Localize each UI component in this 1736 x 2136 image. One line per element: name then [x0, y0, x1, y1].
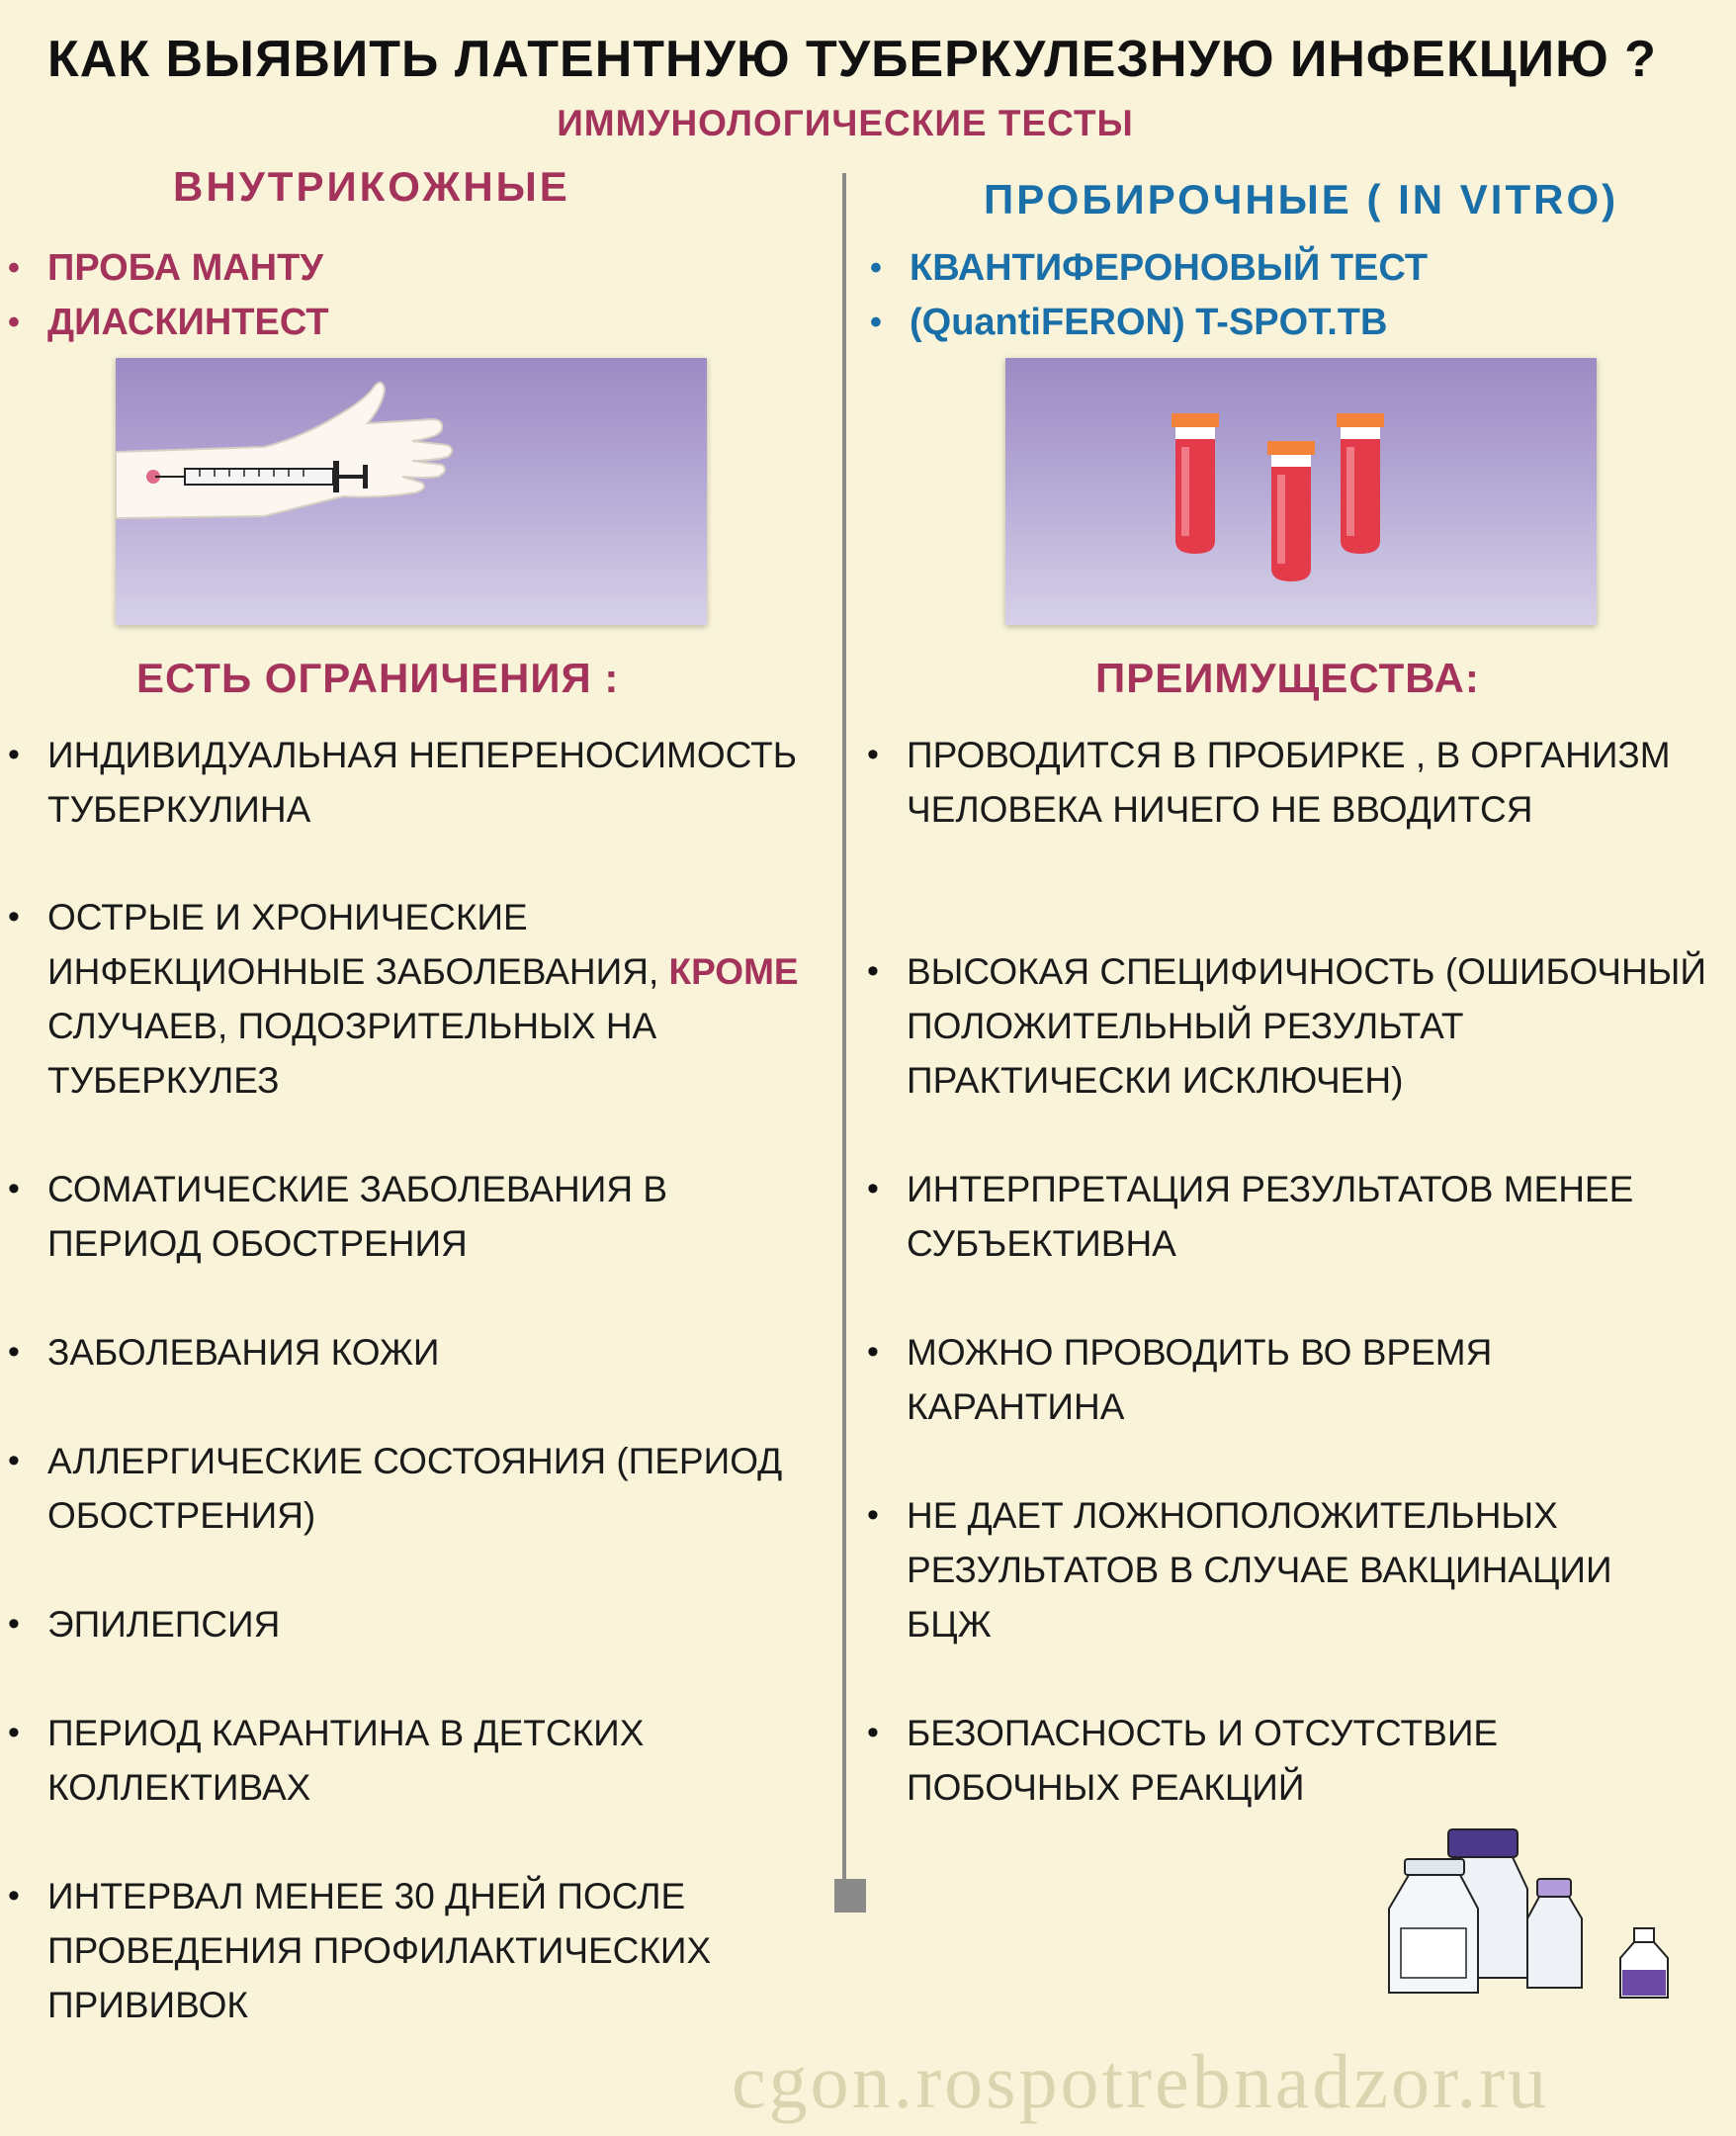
limitation-item: • ИНДИВИДУАЛЬНАЯ НЕПЕРЕНОСИМОСТЬ ТУБЕРКУЛИНА	[8, 728, 799, 837]
test-item: • ДИАСКИНТЕСТ	[8, 296, 329, 350]
page-subtitle: ИММУНОЛОГИЧЕСКИЕ ТЕСТЫ	[557, 103, 1134, 143]
limitation-item: • ЗАБОЛЕВАНИЯ КОЖИ	[8, 1325, 799, 1380]
right-column-heading: ПРОБИРОЧНЫЕ ( IN VITRO)	[984, 176, 1619, 222]
advantage-item: • БЕЗОПАСНОСТЬ И ОТСУТСТВИЕ ПОБОЧНЫХ РЕАКЦИЙ	[867, 1706, 1688, 1815]
test-item: • ПРОБА МАНТУ	[8, 241, 329, 296]
limitation-text: СЛУЧАЕВ, ПОДОЗРИТЕЛЬНЫХ НА ТУБЕРКУЛЕЗ	[47, 1006, 657, 1101]
tube-left-icon	[1172, 413, 1219, 554]
limitation-item: • АЛЛЕРГИЧЕСКИЕ СОСТОЯНИЯ (ПЕРИОД ОБОСТРЕНИЯ)	[8, 1434, 799, 1543]
test-tubes-illustration	[1005, 358, 1597, 625]
limitation-item: • ИНТЕРВАЛ МЕНЕЕ 30 ДНЕЙ ПОСЛЕ ПРОВЕДЕНИЯ ПРОФИЛАКТИЧЕСКИХ ПРИВИВОК	[8, 1869, 799, 2032]
medicine-bottles-icon	[1379, 1820, 1686, 2007]
advantage-item: • МОЖНО ПРОВОДИТЬ ВО ВРЕМЯ КАРАНТИНА	[867, 1325, 1688, 1434]
test-tubes-icon	[1005, 358, 1597, 625]
page-title: КАК ВЫЯВИТЬ ЛАТЕНТНУЮ ТУБЕРКУЛЕЗНУЮ ИНФЕКЦИЮ ?	[47, 31, 1657, 88]
limitation-accent-text: КРОМЕ	[668, 951, 799, 992]
tube-right-icon	[1337, 413, 1384, 554]
limitation-item: • ПЕРИОД КАРАНТИНА В ДЕТСКИХ КОЛЛЕКТИВАХ	[8, 1706, 799, 1815]
advantage-item: • НЕ ДАЕТ ЛОЖНОПОЛОЖИТЕЛЬНЫХ РЕЗУЛЬТАТОВ В СЛУЧАЕ ВАКЦИНАЦИИ БЦЖ	[867, 1488, 1697, 1651]
tube-middle-icon	[1267, 441, 1315, 581]
advantage-item: • ВЫСОКАЯ СПЕЦИФИЧНОСТЬ (ОШИБОЧНЫЙ ПОЛОЖИТЕЛЬНЫЙ РЕЗУЛЬТАТ ПРАКТИЧЕСКИ ИСКЛЮЧЕН)	[867, 944, 1727, 1108]
limitation-item	[8, 890, 828, 1108]
test-item: • (QuantiFERON) T-SPOT.TB	[870, 296, 1428, 350]
intradermal-tests-list	[8, 241, 329, 350]
limitations-heading: ЕСТЬ ОГРАНИЧЕНИЯ :	[136, 655, 620, 701]
in-vitro-tests-list	[870, 241, 1428, 350]
advantage-item: • ПРОВОДИТСЯ В ПРОБИРКЕ , В ОРГАНИЗМ ЧЕЛОВЕКА НИЧЕГО НЕ ВВОДИТСЯ	[867, 728, 1688, 837]
vial-icon	[1620, 1928, 1668, 1998]
left-column-heading: ВНУТРИКОЖНЫЕ	[173, 163, 570, 210]
limitation-item: • СОМАТИЧЕСКИЕ ЗАБОЛЕВАНИЯ В ПЕРИОД ОБОСТРЕНИЯ	[8, 1162, 799, 1271]
test-item: • КВАНТИФЕРОНОВЫЙ ТЕСТ	[870, 241, 1428, 296]
column-divider	[842, 173, 846, 1884]
divider-end-cap	[834, 1879, 866, 1913]
arm-syringe-icon	[116, 358, 707, 625]
limitation-text: ОСТРЫЕ И ХРОНИЧЕСКИЕ ИНФЕКЦИОННЫЕ ЗАБОЛЕВАНИЯ,	[47, 897, 669, 992]
watermark: cgon.rospotrebnadzor.ru	[732, 2038, 1550, 2124]
injection-illustration	[116, 358, 707, 625]
small-bottle-icon	[1527, 1879, 1582, 1988]
advantages-heading: ПРЕИМУЩЕСТВА:	[1095, 655, 1480, 701]
limitation-item: • ЭПИЛЕПСИЯ	[8, 1597, 799, 1651]
advantage-item: • ИНТЕРПРЕТАЦИЯ РЕЗУЛЬТАТОВ МЕНЕЕ СУБЪЕКТИВНА	[867, 1162, 1727, 1271]
